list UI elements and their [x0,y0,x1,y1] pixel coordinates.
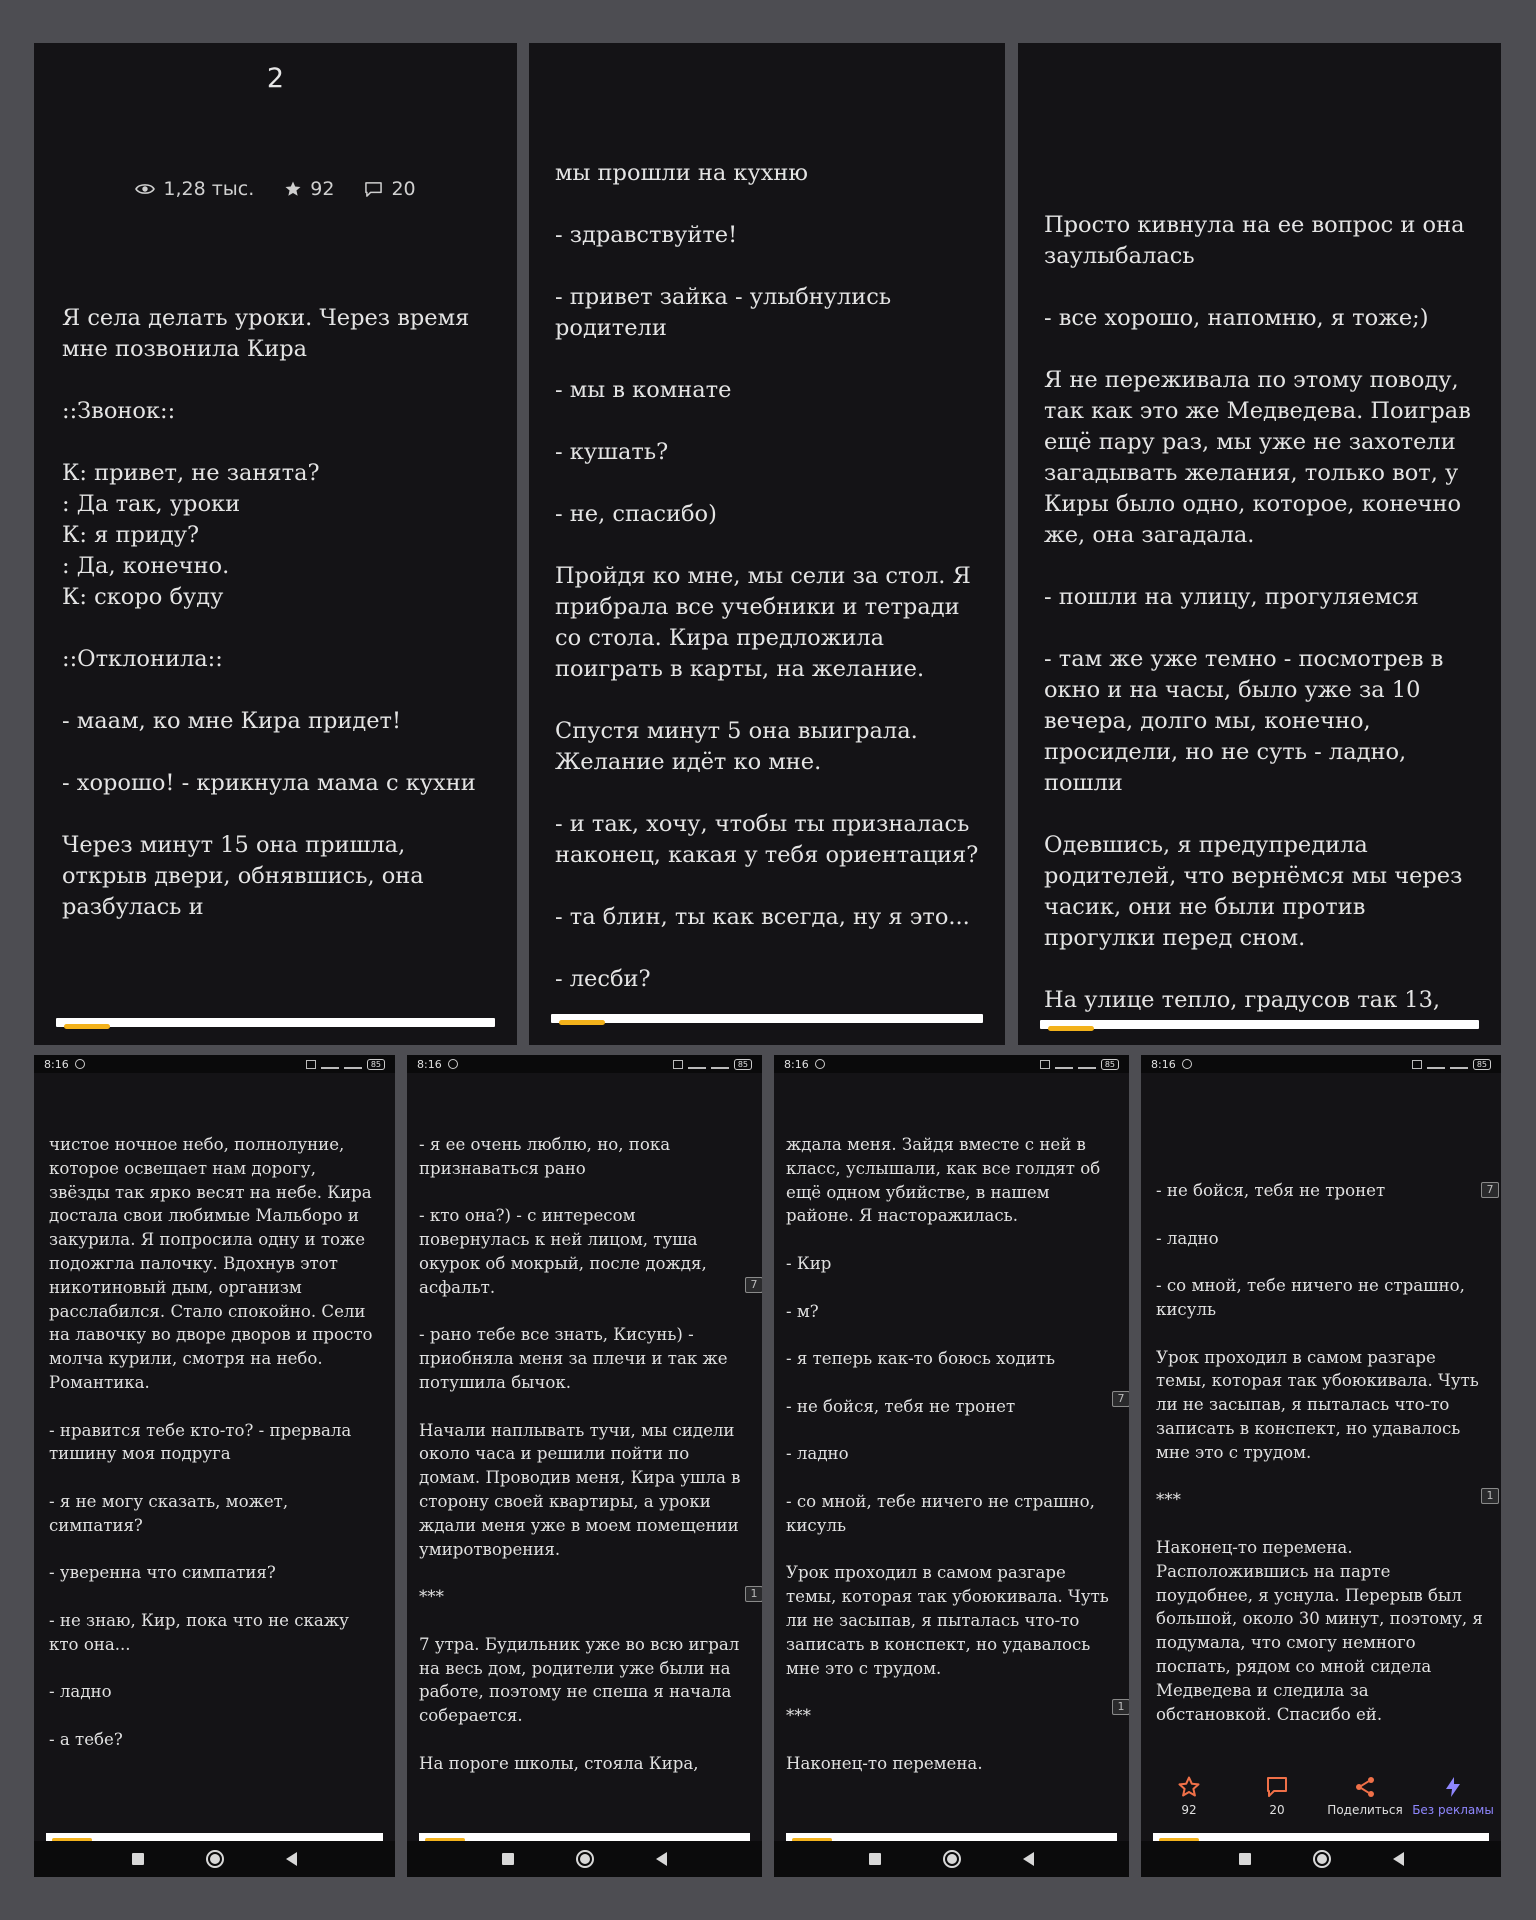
no-ads-label: Без рекламы [1412,1803,1494,1817]
back-button[interactable] [286,1852,297,1866]
reading-progress-bar[interactable] [1040,1020,1479,1029]
comments-stat [364,178,415,200]
stars-stat [284,178,334,200]
battery-icon: 85 [1473,1059,1491,1070]
share-button[interactable] [1323,1775,1408,1817]
recents-button[interactable] [869,1853,881,1865]
story-text: - я ее очень люблю, но, пока признаваться рано - кто она?) - с интересом повернулась к ней лицом, туша окурок об мокрый, после дождя, асфальт. - рано тебе все знать, Кисунь) - приобняла меня за плечи и так же потушила бычок. Начали наплывать тучи, мы сидели около часа и решили пойти по домам. Проводив меня, Кира ушла в сторону своей квартиры, а уроки ждали меня уже в моем помещении умиротворения. *** 7 утра. Будильник уже во всю играл на весь дом, родители уже были на работе, поэтому не спеша я начала соберается. На пороге школы, стояла Кира, [419,1135,741,1773]
paragraph-comment-badge[interactable]: 7 [745,1277,762,1293]
lightning-icon [1441,1775,1465,1799]
reading-progress-fill [559,1020,605,1025]
recents-button[interactable] [1239,1853,1251,1865]
home-button[interactable] [1313,1850,1331,1868]
reading-progress-bar[interactable] [56,1018,495,1027]
android-nav-bar [1141,1841,1501,1877]
sim-icon [1040,1060,1050,1069]
alarm-icon [1182,1059,1192,1069]
chapter-number: 2 [266,63,285,94]
sim-icon [673,1060,683,1069]
reader-page-1 [34,43,517,1045]
story-text: чистое ночное небо, полнолуние, которое освещает нам дорогу, звёзды так ярко весят на небе. Кира достала свои любимые Мальборо и закурила. Я попросила одну и тоже подожгла палочку. Вдохнув этот никотиновый дым, организм расслабился. Стало спокойно. Сели на лавочку во дворе дворов и просто молча курили, смотря на небо. Романтика. - нравится тебе кто-то? - прервала тишину моя подруга - я не могу сказать, может, симпатия? - уверенна что симпатия? - не знаю, Кир, пока что не скажу кто она... - ладно - а тебе? [49,1135,373,1749]
share-label: Поделиться [1327,1803,1403,1817]
story-text: - не бойся, тебя не тронет - ладно - со мной, тебе ничего не страшно, кисуль Урок проходил в самом разгаре темы, которая так убоюкивала. Чуть ли не засыпав, я пыталась что-то записать в конспект, но удавалось мне это с трудом. *** Наконец-то перемена. Расположившись на парте поудобнее, я уснула. Перерыв был большой, около 30 минут, поэтому, я подумала, что смогу немного поспать, рядом со мной сидела Медведева и следила за обстановкой. Спасибо ей. [1156,1181,1483,1724]
recents-button[interactable] [502,1853,514,1865]
status-bar [1141,1055,1501,1073]
star-outline-icon [1177,1775,1201,1799]
no-ads-button[interactable] [1411,1775,1496,1817]
comments-button[interactable] [1235,1775,1320,1817]
chapter-stats [34,178,517,200]
android-nav-bar [407,1841,762,1877]
signal-icon [1427,1060,1445,1069]
story-text: мы прошли на кухню - здравствуйте! - привет зайка - улыбнулись родители - мы в комнате - кушать? - не, спасибо) Пройдя ко мне, мы сели за стол. Я прибрала все учебники и тетради со стола. Кира предложила поиграть в карты, на желание. Спустя минут 5 она выиграла. Желание идёт ко мне. - и так, хочу, чтобы ты призналась наконец, какая у тебя ориентация? - та блин, ты как всегда, ну я это... - лесби? [555,160,979,992]
status-bar [34,1055,395,1073]
reading-progress-bar[interactable] [419,1833,750,1841]
battery-icon: 85 [734,1059,752,1070]
star-icon [284,180,302,198]
signal-icon [1078,1060,1096,1069]
rate-button[interactable] [1147,1775,1232,1817]
reader-page-3 [1018,43,1501,1045]
home-button[interactable] [943,1850,961,1868]
signal-icon [344,1060,362,1069]
status-time: 8:16 [784,1057,809,1071]
phone-screen-7 [1141,1055,1501,1877]
story-text: ждала меня. Зайдя вместе с ней в класс, услышали, как все голдят об ещё одном убийстве, в нашем районе. Я насторажилась. - Кир - м? - я теперь как-то боюсь ходить - не бойся, тебя не тронет - ладно - со мной, тебе ничего не страшно, кисуль Урок проходил в самом разгаре темы, которая так убоюкивала. Чуть ли не засыпав, я пыталась что-то записать в конспект, но удавалось мне это с трудом. *** Наконец-то перемена. [786,1135,1109,1773]
reading-progress-bar[interactable] [786,1833,1117,1841]
back-button[interactable] [1393,1852,1404,1866]
reading-progress-bar[interactable] [1153,1833,1489,1841]
paragraph-comment-badge[interactable]: 7 [1112,1391,1129,1407]
views-count: 1,28 тыс. [163,178,255,200]
reading-progress-fill [64,1024,110,1029]
comment-outline-icon [1265,1775,1289,1799]
comment-icon [364,181,383,198]
recents-button[interactable] [132,1853,144,1865]
paragraph-comment-badge[interactable]: 7 [1481,1182,1499,1198]
status-time: 8:16 [44,1057,69,1071]
reading-progress-bar[interactable] [46,1833,383,1841]
reading-progress-fill [1048,1026,1094,1031]
status-time: 8:16 [1151,1057,1176,1071]
signal-icon [1450,1060,1468,1069]
android-nav-bar [774,1841,1129,1877]
paragraph-comment-badge[interactable]: 1 [745,1586,762,1602]
home-button[interactable] [576,1850,594,1868]
sim-icon [306,1060,316,1069]
eye-icon [135,182,155,196]
home-button[interactable] [206,1850,224,1868]
comments-action-count: 20 [1269,1803,1285,1817]
sim-icon [1412,1060,1422,1069]
phone-screen-6 [774,1055,1129,1877]
rate-count: 92 [1181,1803,1197,1817]
battery-icon: 85 [1101,1059,1119,1070]
signal-icon [688,1060,706,1069]
status-bar [774,1055,1129,1073]
back-button[interactable] [1023,1852,1034,1866]
comments-count: 20 [391,178,416,200]
signal-icon [711,1060,729,1069]
phone-screen-5 [407,1055,762,1877]
status-time: 8:16 [417,1057,442,1071]
status-bar [407,1055,762,1073]
reader-page-2 [529,43,1005,1045]
back-button[interactable] [656,1852,667,1866]
story-text: Я села делать уроки. Через время мне позвонила Кира ::Звонок:: К: привет, не занята? : Да так, уроки К: я приду? : Да, конечно. К: скоро буду ::Отклонила:: - маам, ко мне Кира придет! - хорошо! - крикнула мама с кухни Через минут 15 она пришла, открыв двери, обнявшись, она разбулась и [62,305,476,920]
share-icon [1353,1775,1377,1799]
paragraph-comment-badge[interactable]: 1 [1112,1699,1129,1715]
android-nav-bar [34,1841,395,1877]
alarm-icon [448,1059,458,1069]
stars-count: 92 [310,178,335,200]
phone-screen-4 [34,1055,395,1877]
paragraph-comment-badge[interactable]: 1 [1481,1488,1499,1504]
alarm-icon [75,1059,85,1069]
signal-icon [1055,1060,1073,1069]
signal-icon [321,1060,339,1069]
story-text: Просто кивнула на ее вопрос и она заулыбалась - все хорошо, напомню, я тоже;) Я не переживала по этому поводу, так как это же Медведева. Поиграв ещё пару раз, мы уже не захотели загадывать желания, только вот, у Киры было одно, которое, конечно же, она загадала. - пошли на улицу, прогуляемся - там же уже темно - посмотрев в окно и на часы, было уже за 10 вечера, долго мы, конечно, просидели, но не суть - ладно, пошли Одевшись, я предупредила родителей, что вернёмся мы через часик, они не были против прогулки перед сном. На улице тепло, градусов так 13, [1044,212,1471,1013]
reading-progress-bar[interactable] [551,1014,983,1023]
views-stat [135,178,254,200]
chapter-action-bar [1141,1775,1501,1817]
battery-icon: 85 [367,1059,385,1070]
alarm-icon [815,1059,825,1069]
